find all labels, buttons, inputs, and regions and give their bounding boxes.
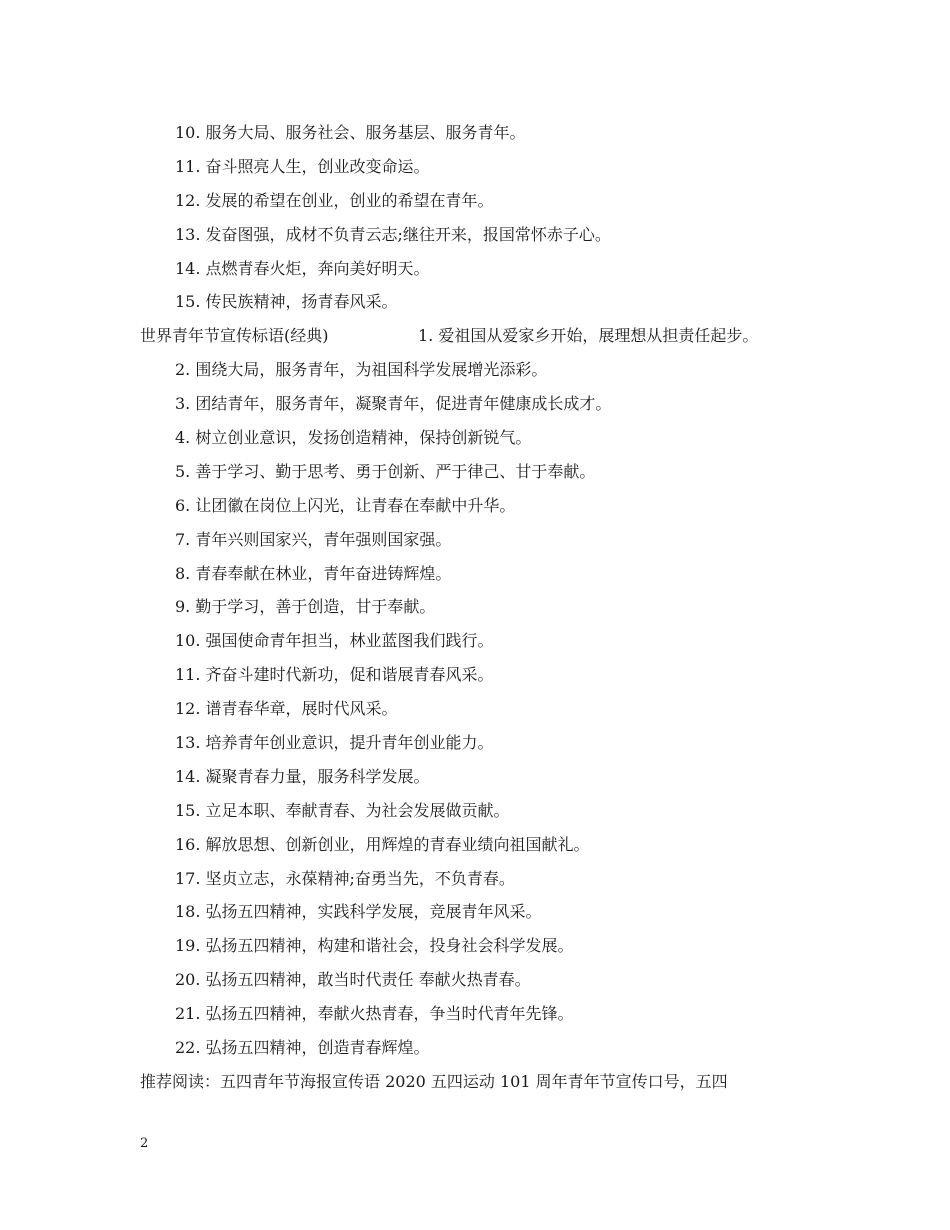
list-item: 12. 谱青春华章，展时代风采。 (175, 699, 398, 719)
list-item: 17. 坚贞立志，永葆精神;奋勇当先，不负青春。 (175, 868, 515, 888)
list-item: 5. 善于学习、勤于思考、勇于创新、严于律己、甘于奉献。 (175, 461, 596, 481)
list-item: 4. 树立创业意识，发扬创造精神，保持创新锐气。 (175, 428, 532, 448)
list-item: 15. 立足本职、奉献青春、为社会发展做贡献。 (175, 800, 510, 820)
list-item: 18. 弘扬五四精神，实践科学发展，竞展青年风采。 (175, 902, 542, 922)
list-item: 16. 解放思想、创新创业，用辉煌的青春业绩向祖国献礼。 (175, 834, 590, 854)
list-item: 3. 团结青年，服务青年，凝聚青年，促进青年健康成长成才。 (175, 394, 612, 414)
slogan-list (140, 353, 840, 1065)
section-heading-row (140, 319, 840, 353)
page-content (140, 116, 840, 1099)
list-item: 9. 勤于学习，善于创造，甘于奉献。 (175, 597, 436, 617)
list-item: 22. 弘扬五四精神，创造青春辉煌。 (175, 1038, 430, 1058)
list-item: 21. 弘扬五四精神，奉献火热青春，争当时代青年先锋。 (175, 1004, 574, 1024)
recommended-reading: 推荐阅读：五四青年节海报宣传语 2020 五四运动 101 周年青年节宣传口号，五四 (140, 1071, 728, 1091)
list-item: 10. 强国使命青年担当，林业蓝图我们践行。 (175, 631, 494, 651)
list-item: 12. 发展的希望在创业，创业的希望在青年。 (175, 190, 494, 210)
list-item: 7. 青年兴则国家兴，青年强则国家强。 (175, 529, 452, 549)
list-item: 6. 让团徽在岗位上闪光，让青春在奉献中升华。 (175, 495, 516, 515)
slogan-list-continued (140, 116, 840, 319)
list-item: 15. 传民族精神，扬青春风采。 (175, 292, 398, 312)
list-item: 11. 齐奋斗建时代新功，促和谐展青春风采。 (175, 665, 494, 685)
list-item: 1. 爱祖国从爱家乡开始，展理想从担责任起步。 (418, 326, 759, 346)
list-item: 13. 发奋图强，成材不负青云志;继往开来，报国常怀赤子心。 (175, 224, 611, 244)
list-item: 14. 凝聚青春力量，服务科学发展。 (175, 766, 430, 786)
list-item: 10. 服务大局、服务社会、服务基层、服务青年。 (175, 123, 526, 142)
list-item: 20. 弘扬五四精神，敢当时代责任 奉献火热青春。 (175, 970, 531, 990)
list-item: 11. 奋斗照亮人生，创业改变命运。 (175, 156, 430, 176)
list-item: 13. 培养青年创业意识，提升青年创业能力。 (175, 733, 494, 753)
section-heading: 世界青年节宣传标语(经典) (140, 326, 329, 346)
list-item: 19. 弘扬五四精神，构建和谐社会，投身社会科学发展。 (175, 936, 574, 956)
list-item: 8. 青春奉献在林业，青年奋进铸辉煌。 (175, 563, 452, 583)
list-item: 14. 点燃青春火炬，奔向美好明天。 (175, 258, 430, 278)
list-item: 2. 围绕大局，服务青年，为祖国科学发展增光添彩。 (175, 360, 548, 380)
page-number: 2 (140, 1136, 149, 1151)
